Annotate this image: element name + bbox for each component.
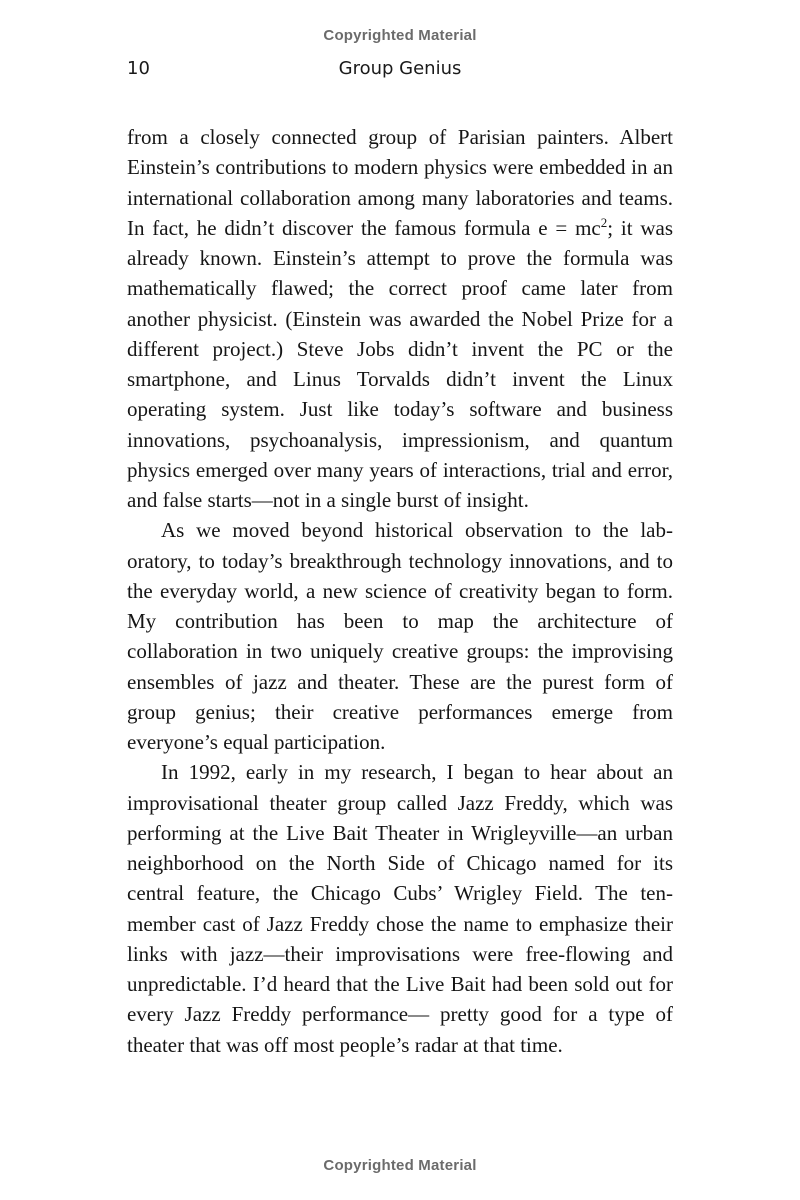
copyright-watermark-bottom: Copyrighted Material [323, 1157, 477, 1174]
superscript-exponent: 2 [600, 214, 608, 230]
body-text [127, 122, 673, 1060]
page-number: 10 [127, 58, 150, 79]
paragraph-1-text-end: ; it was already known. Einstein’s attempt to prove the formula was mathematically flawed; the correct proof came later from another physicist. (Einstein was awarded the Nobel Prize for a different project.) Steve Jobs didn’t invent the PC or the smartphone, and Linus Torvalds didn’t invent the Linux operating system. Just like today’s software and business innovations, psychoanalysis, impressionism, and quantum physics emerged over many years of interactions, trial and error, and false starts—not in a single burst of insight. [127, 215, 673, 512]
copyright-watermark-top: Copyrighted Material [323, 27, 477, 44]
paragraph-1-text-start: from a closely connected group of Parisian painters. Albert Einstein’s contributions to modern physics were embedded in an international collaboration among many laboratories and teams. In fact, he didn’t discover the famous formula e = mc [127, 125, 673, 240]
paragraph-3: In 1992, early in my research, I began to hear about an improvisational theater group called Jazz Freddy, which was performing at the Live Bait Theater in Wrigleyville—an urban neighborhood on the North Side of Chicago named for its central feature, the Chicago Cubs’ Wrigley Field. The ten-member cast of Jazz Freddy chose the name to emphasize their links with jazz—their improvisations were free-flowing and unpredictable. I’d heard that the Live Bait had been sold out for every Jazz Freddy performance— pretty good for a type of theater that was off most people’s radar at that time. [127, 760, 673, 1057]
paragraph-2: As we moved beyond historical observation to the laboratory, to today’s breakthrough technology innovations, and to the everyday world, a new science of creativity began to form. My contribution has been to map the architecture of collaboration in two uniquely creative groups: the improvising ensembles of jazz and theater. These are the purest form of group genius; their creative performances emerge from everyone’s equal participation. [127, 518, 673, 754]
book-title: Group Genius [338, 58, 462, 79]
running-header [127, 58, 673, 84]
paragraph-1 [127, 122, 673, 515]
